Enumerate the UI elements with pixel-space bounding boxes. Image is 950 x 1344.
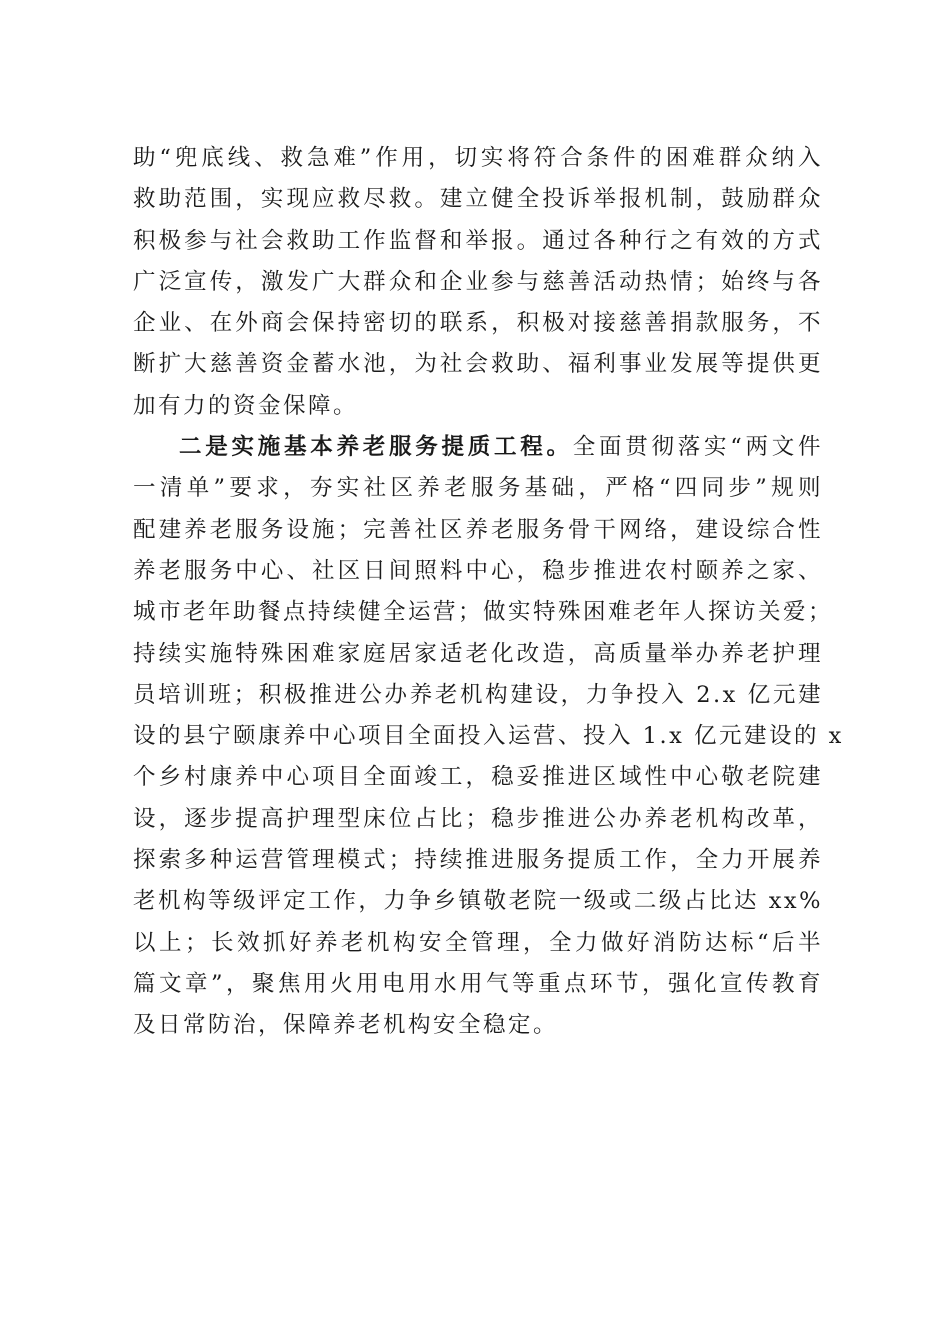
text-line: 持续实施特殊困难家庭居家适老化改造，高质量举办养老护理 xyxy=(133,640,823,667)
text-line: 以上；长效抓好养老机构安全管理，全力做好消防达标“后半 xyxy=(133,929,823,956)
text-line: 一清单”要求，夯实社区养老服务基础，严格“四同步”规则 xyxy=(133,475,823,502)
text-line: 助“兜底线、救急难”作用，切实将符合条件的困难群众纳入 xyxy=(133,145,823,171)
text-line: 配建养老服务设施；完善社区养老服务骨干网络，建设综合性 xyxy=(133,516,823,543)
text-line: 及日常防治，保障养老机构安全稳定。 xyxy=(133,1012,559,1039)
text-line: 养老服务中心、社区日间照料中心，稳步推进农村颐养之家、 xyxy=(133,557,823,584)
text-line: 积极参与社会救助工作监督和举报。通过各种行之有效的方式 xyxy=(133,227,823,254)
text-line: 设的县宁颐康养中心项目全面投入运营、投入 1.x 亿元建设的 x xyxy=(133,723,844,750)
section-lead-heading: 二是实施基本养老服务提质工程。 xyxy=(179,434,573,461)
text-line: 企业、在外商会保持密切的联系，积极对接慈善捐款服务，不 xyxy=(133,310,823,337)
text-line: 设，逐步提高护理型床位占比；稳步推进公办养老机构改革， xyxy=(133,805,823,832)
text-line: 探索多种运营管理模式；持续推进服务提质工作，全力开展养 xyxy=(133,847,823,874)
paragraph-social-assistance xyxy=(133,138,823,427)
text-line: 广泛宣传，激发广大群众和企业参与慈善活动热情；始终与各 xyxy=(133,268,823,295)
text-span: 全面贯彻落实“两文件 xyxy=(572,434,823,461)
text-line: 员培训班；积极推进公办养老机构建设，力争投入 2.x 亿元建 xyxy=(133,681,823,708)
text-line: 加有力的资金保障。 xyxy=(133,392,359,419)
document-body xyxy=(133,138,844,1047)
text-line: 救助范围，实现应救尽救。建立健全投诉举报机制，鼓励群众 xyxy=(133,186,823,213)
text-line: 断扩大慈善资金蓄水池，为社会救助、福利事业发展等提供更 xyxy=(133,351,823,378)
text-line: 老机构等级评定工作，力争乡镇敬老院一级或二级占比达 xx% xyxy=(133,888,823,915)
paragraph-first-line xyxy=(133,427,823,468)
paragraph-elderly-care xyxy=(133,427,844,1046)
text-line: 城市老年助餐点持续健全运营；做实特殊困难老年人探访关爱； xyxy=(133,599,834,626)
text-line: 篇文章”，聚焦用火用电用水用气等重点环节，强化宣传教育 xyxy=(133,970,823,997)
text-line: 个乡村康养中心项目全面竣工，稳妥推进区域性中心敬老院建 xyxy=(133,764,823,791)
